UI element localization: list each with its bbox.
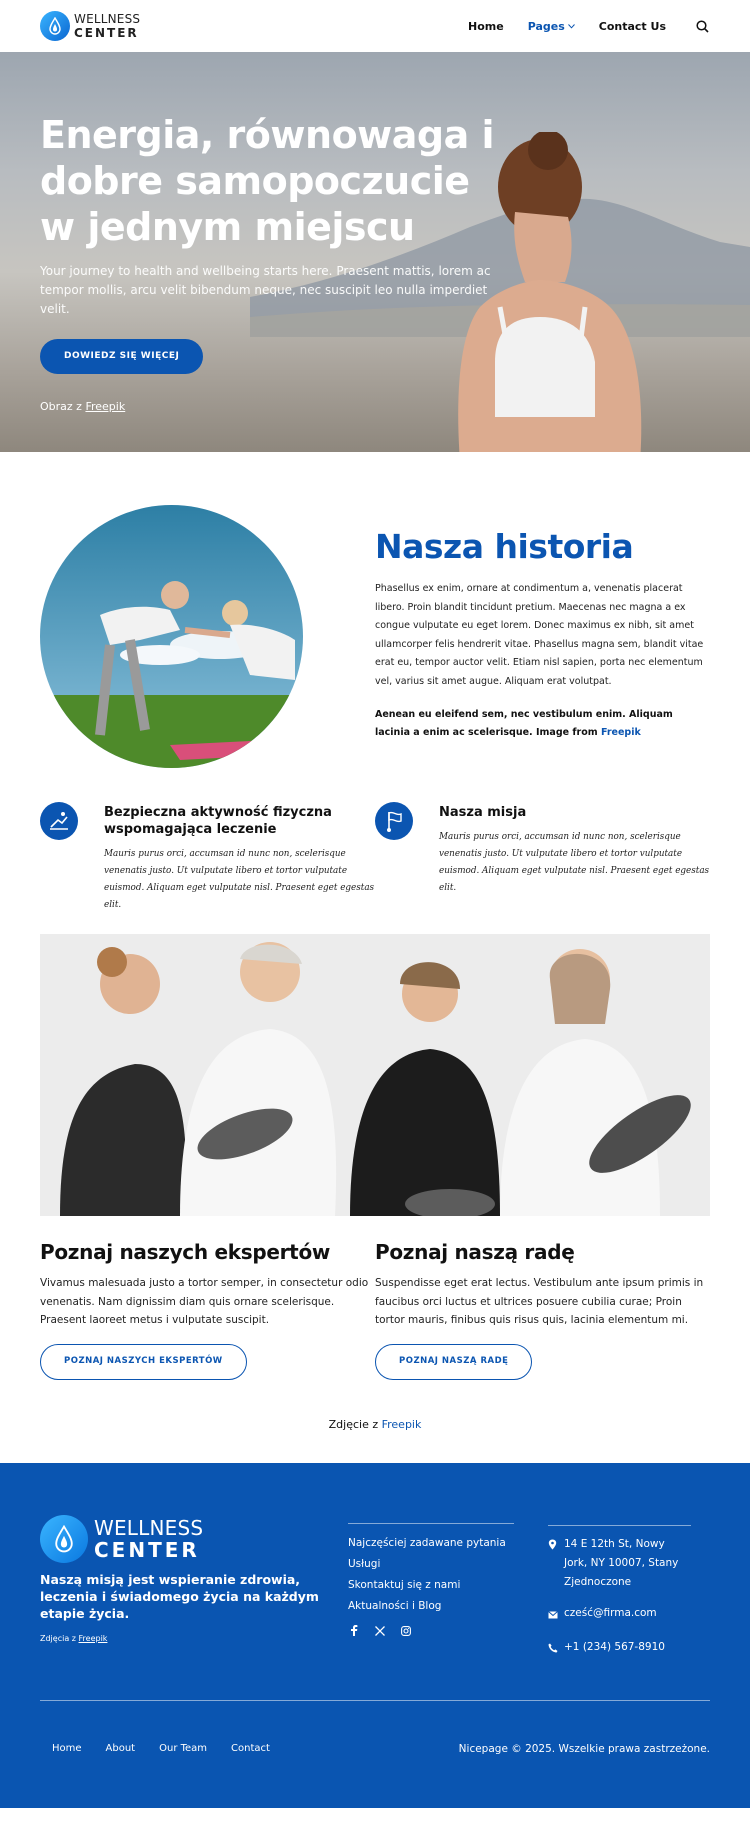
email-icon (548, 1607, 558, 1626)
social-links (348, 1625, 514, 1637)
footer-credit-prefix: Zdjęcia z (40, 1633, 76, 1643)
footer-divider (40, 1700, 710, 1701)
logo-line1: WELLNESS (74, 12, 141, 26)
card-title: Poznaj naszą radę (375, 1240, 575, 1264)
footer-phone[interactable]: +1 (234) 567-8910 (564, 1640, 665, 1653)
nav-pages[interactable] (528, 20, 575, 33)
footer-nav-contact[interactable]: Contact (231, 1742, 270, 1754)
footer-nav-home[interactable]: Home (52, 1742, 82, 1754)
exercise-icon (40, 802, 78, 840)
card-title: Poznaj naszych ekspertów (40, 1240, 331, 1264)
drop-logo-icon (40, 11, 70, 41)
history-section (0, 452, 750, 802)
x-icon[interactable] (374, 1625, 386, 1637)
instagram-icon[interactable] (400, 1625, 412, 1637)
hero-credit-link[interactable]: Freepik (85, 400, 126, 413)
footer-mission: Naszą misją jest wspieranie zdrowia, leczenia i świadomego życia na każdym etapie życia. (40, 1571, 319, 1621)
hero-subtitle: Your journey to health and wellbeing starts here. Praesent mattis, lorem ac tempor mollis, arcu velit bibendum neque, nec suscipit leo nulla imperdiet velit. (40, 264, 491, 316)
history-title: Nasza historia (375, 527, 634, 566)
phone-icon (548, 1641, 558, 1660)
card-text: Vivamus malesuada justo a tortor semper, in consectetur odio venenatis. Nam dignissim diam quis ornare scelerisque. Praesent laoreet metus i vulputate suscipit. (40, 1277, 369, 1327)
feature-title: Nasza misja (439, 805, 527, 820)
footer-address: 14 E 12th St, Nowy Jork, NY 10007, Stany Zjednoczone (564, 1537, 679, 1588)
footer-logo-line2: CENTER (94, 1537, 200, 1562)
drop-logo-icon (40, 1515, 88, 1563)
location-pin-icon (548, 1538, 558, 1592)
photo-credit (0, 1418, 750, 1463)
flag-icon (375, 802, 413, 840)
footer-credit-link[interactable]: Freepik (78, 1633, 108, 1643)
cards-section (0, 1216, 750, 1380)
footer-logo[interactable] (40, 1515, 320, 1563)
facebook-icon[interactable] (348, 1625, 360, 1637)
footer-email[interactable]: cześć@firma.com (564, 1606, 657, 1619)
council-card (375, 1240, 710, 1380)
logo[interactable] (40, 11, 140, 41)
copyright: Nicepage © 2025. Wszelkie prawa zastrzeżone. (458, 1742, 710, 1755)
experts-card (40, 1240, 375, 1380)
feature-item (40, 802, 375, 934)
history-freepik-link[interactable]: Freepik (600, 727, 641, 739)
features-section (0, 802, 750, 934)
main-nav (468, 18, 710, 34)
nav-contact[interactable]: Contact Us (598, 19, 666, 33)
footer-contact (548, 1525, 691, 1672)
footer-link-contact[interactable]: Skontaktuj się z nami (348, 1578, 461, 1591)
footer-link-services[interactable]: Usługi (348, 1557, 381, 1570)
feature-title: Bezpieczna aktywność fizyczna wspomagająca leczenie (104, 805, 332, 837)
site-header (0, 0, 750, 52)
photo-credit-prefix: Zdjęcie z (328, 1417, 379, 1431)
hero-section (0, 52, 750, 452)
footer-link-faq[interactable]: Najczęściej zadawane pytania (348, 1536, 506, 1549)
footer-links (348, 1523, 514, 1637)
history-description: Phasellus ex enim, ornare at condimentum a, venenatis placerat libero. Proin blandit tincidunt pretium. Maecenas nec magna a ex congue vulputate eu eget lorem. Donec maximus ex nibh, sit amet ullamcorper felis hendrerit vitae. Phasellus magna sem, blandit vitae erat eu, tempor auctor velit. Etiam nisl sapien, porta nec elementum vel, varius sit amet augue. Aliquam erat volutpat. (375, 583, 704, 687)
footer-logo-line1: WELLNESS (94, 1515, 204, 1540)
hero-image-credit (40, 400, 510, 413)
feature-text: Mauris purus orci, accumsan id nunc non, scelerisque venenatis justo. Ut vulputate libero et tortor vulputate euismod. Aliquam eget vulputate nisl. Praesent eget egestas elit. (104, 849, 375, 910)
footer-credit (40, 1634, 320, 1643)
feature-text: Mauris purus orci, accumsan id nunc non, scelerisque venenatis justo. Ut vulputate libero et tortor vulputate euismod. Aliquam eget vulputate nisl. Praesent eget egestas elit. (439, 832, 710, 893)
site-footer (0, 1463, 750, 1808)
footer-bottom-nav (52, 1743, 270, 1754)
footer-nav-team[interactable]: Our Team (159, 1742, 208, 1754)
photo-credit-link[interactable]: Freepik (381, 1417, 422, 1431)
footer-link-blog[interactable]: Aktualności i Blog (348, 1599, 442, 1612)
chevron-down-icon (568, 24, 575, 29)
hero-title: Energia, równowaga i dobre samopoczucie w jednym miejscu (40, 113, 495, 249)
meet-experts-button[interactable]: POZNAJ NASZYCH EKSPERTÓW (40, 1344, 247, 1380)
feature-item (375, 802, 710, 934)
logo-line2: CENTER (74, 26, 139, 40)
card-text: Suspendisse eget erat lectus. Vestibulum ante ipsum primis in faucibus orci luctus et ultrices posuere cubilia curae; Proin tortor mauris, finibus quis risus quis, lacinia elementum mi. (375, 1277, 704, 1327)
nav-pages-label: Pages (527, 19, 565, 33)
nav-home[interactable]: Home (468, 19, 504, 33)
learn-more-button[interactable]: DOWIEDZ SIĘ WIĘCEJ (40, 339, 203, 374)
history-bold-text (375, 706, 710, 743)
meet-council-button[interactable]: POZNAJ NASZĄ RADĘ (375, 1344, 532, 1380)
team-photo (40, 934, 710, 1216)
history-image (40, 505, 303, 768)
hero-credit-prefix: Obraz z (40, 400, 82, 413)
footer-nav-about[interactable]: About (105, 1742, 136, 1754)
search-icon[interactable] (694, 18, 710, 34)
history-bold-content: Aenean eu eleifend sem, nec vestibulum enim. Aliquam lacinia a enim ac scelerisque. Image from (375, 708, 673, 739)
